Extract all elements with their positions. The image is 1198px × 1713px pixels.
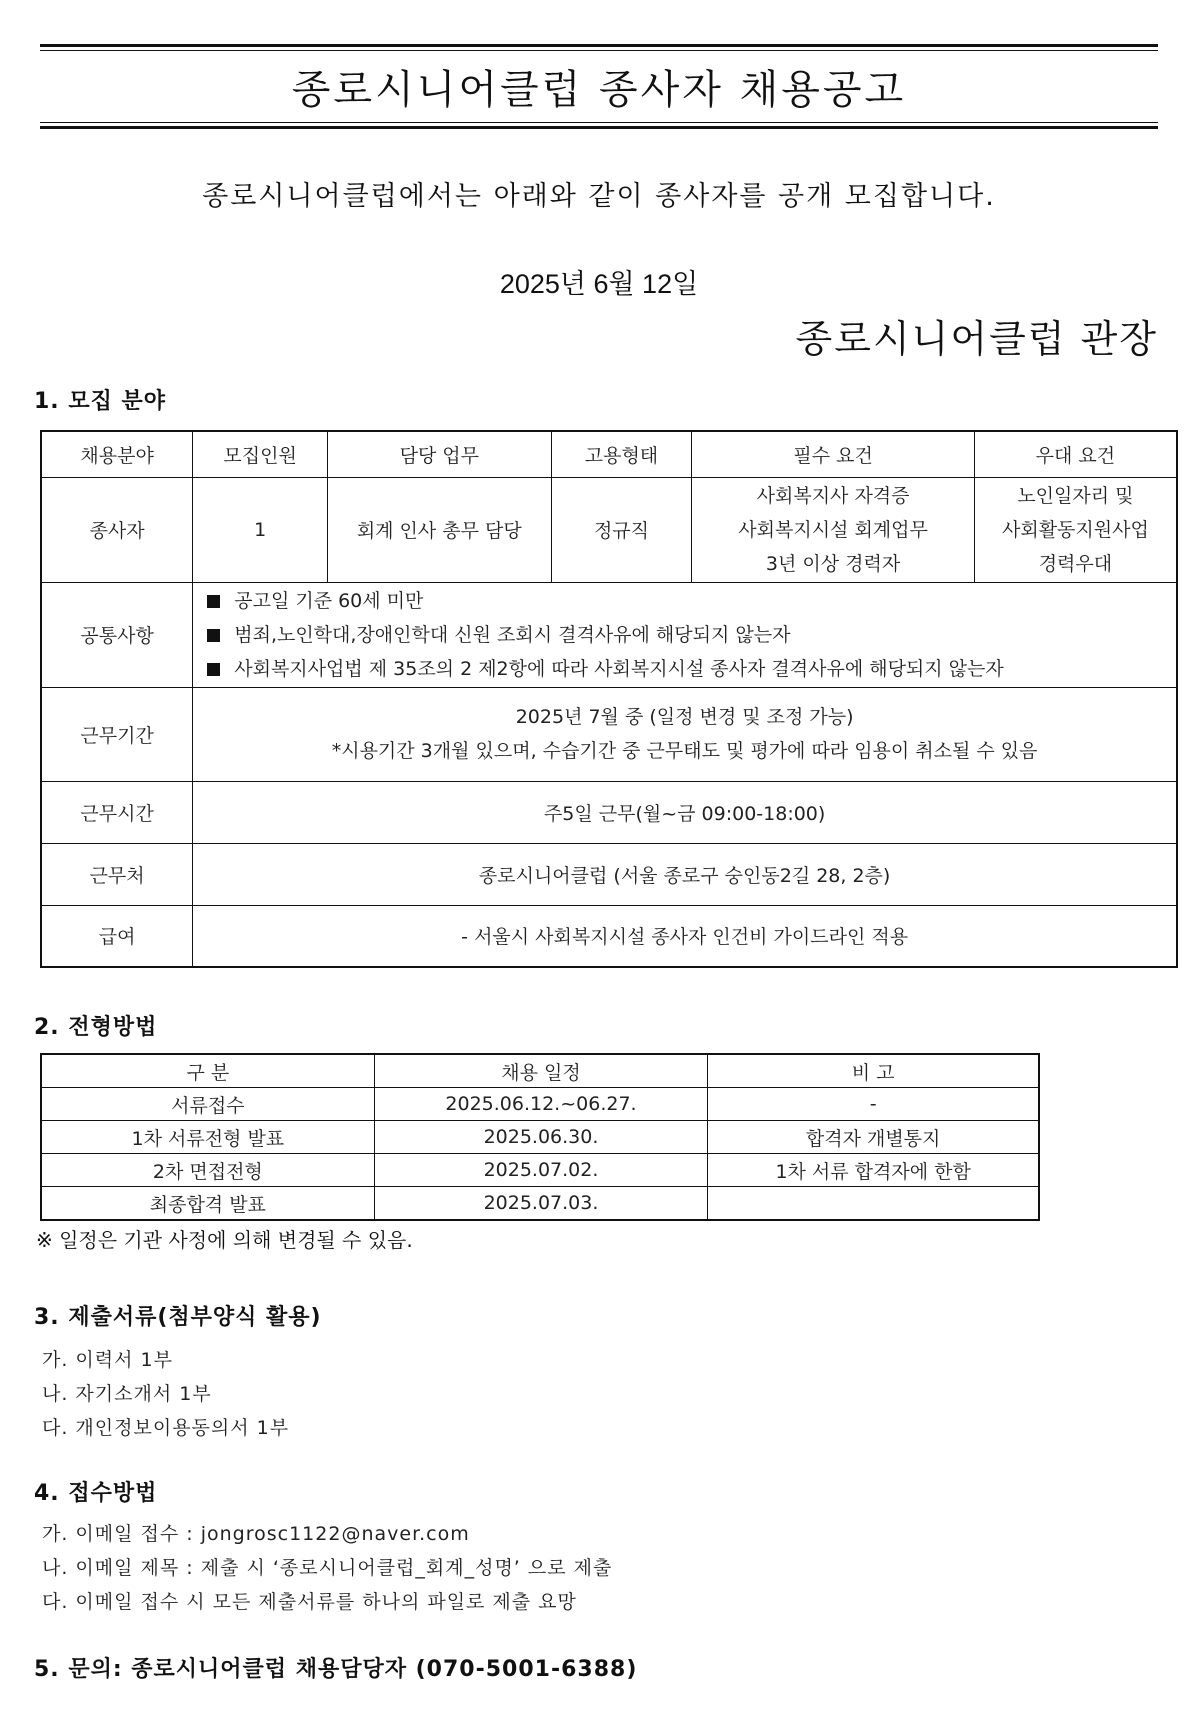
header-cell: 필수 요건 [692,431,974,477]
period-label: 근무기간 [41,687,193,781]
required-line: 3년 이상 경력자 [765,552,901,575]
period-line: 2025년 7월 중 (일정 변경 및 조정 가능) [515,706,854,728]
common-label: 공통사항 [41,582,193,687]
table-row [41,1154,1039,1187]
place-label: 근무처 [41,843,193,905]
pay-label: 급여 [41,905,193,967]
schedule-note: 1차 서류 합격자에 한함 [708,1154,1039,1187]
hours-label: 근무시간 [41,781,193,843]
title-bottom-rule-thick [40,126,1158,129]
schedule-note-text: ※ 일정은 기관 사정에 의해 변경될 수 있음. [36,1228,413,1252]
page-title: 종로시니어클럽 종사자 채용공고 [291,67,907,113]
field-cell: 종사자 [41,477,193,582]
schedule-note: 합격자 개별통지 [708,1121,1039,1154]
schedule-stage: 2차 면접전형 [41,1154,374,1187]
table-row [41,582,1177,687]
organization-signature: 종로시니어클럽 관장 [795,317,1158,361]
document-item: 다. 개인정보이용동의서 1부 [42,1417,290,1439]
schedule-date: 2025.07.02. [374,1154,708,1187]
table-row [41,781,1177,843]
header-cell: 채용 일정 [374,1054,708,1088]
required-cell [692,477,974,582]
header-cell: 비 고 [708,1054,1039,1088]
schedule-note: - [708,1088,1039,1121]
schedule-date: 2025.07.03. [374,1187,708,1221]
schedule-date: 2025.06.12.~06.27. [374,1088,708,1121]
section2-heading: 2. 전형방법 [34,1015,158,1040]
count-cell: 1 [193,477,328,582]
header-cell: 구 분 [41,1054,374,1088]
section1-heading: 1. 모집 분야 [34,389,166,414]
common-item: 공고일 기준 60세 미만 [207,584,1176,618]
recruitment-table [40,430,1178,968]
common-item: 사회복지사업법 제 35조의 2 제2항에 따라 사회복지시설 종사자 결격사유에 해당되지 않는자 [207,652,1176,686]
schedule-note [708,1187,1039,1221]
type-cell: 정규직 [551,477,692,582]
preferred-line: 경력우대 [1038,552,1113,575]
table-header-row [41,1054,1039,1088]
pay-cell: - 서울시 사회복지시설 종사자 인건비 가이드라인 적용 [193,905,1177,967]
application-item: 가. 이메일 접수 : jongrosc1122@naver.com [42,1523,470,1545]
square-bullet-icon [207,629,220,642]
duty-cell: 회계 인사 총무 담당 [328,477,552,582]
schedule-stage: 최종합격 발표 [41,1187,374,1221]
document-item: 가. 이력서 1부 [42,1349,173,1371]
preferred-line: 노인일자리 및 [1017,484,1134,507]
square-bullet-icon [207,663,220,676]
required-line: 사회복지시설 회계업무 [738,518,928,541]
table-header-row [41,431,1177,477]
square-bullet-icon [207,595,220,608]
application-item: 다. 이메일 접수 시 모든 제출서류를 하나의 파일로 제출 요망 [42,1591,577,1613]
hours-cell: 주5일 근무(월~금 09:00-18:00) [193,781,1177,843]
period-line: *시용기간 3개월 있으며, 수습기간 중 근무태도 및 평가에 따라 임용이 취소될 수 있음 [331,740,1038,762]
schedule-stage: 1차 서류전형 발표 [41,1121,374,1154]
table-row [41,1187,1039,1221]
common-cell [193,582,1177,687]
required-line: 사회복지사 자격증 [756,484,910,507]
section3-heading: 3. 제출서류(첨부양식 활용) [34,1305,322,1330]
header-cell: 채용분야 [41,431,193,477]
application-item: 나. 이메일 제목 : 제출 시 ‘종로시니어클럽_회계_성명’ 으로 제출 [42,1557,613,1579]
header-cell: 담당 업무 [328,431,552,477]
header-cell: 모집인원 [193,431,328,477]
table-row [41,687,1177,781]
place-cell: 종로시니어클럽 (서울 종로구 숭인동2길 28, 2층) [193,843,1177,905]
schedule-stage: 서류접수 [41,1088,374,1121]
preferred-line: 사회활동지원사업 [1001,518,1149,541]
title-top-rule-thin [40,50,1158,51]
title-bottom-rule-thin [40,122,1158,123]
header-cell: 우대 요건 [974,431,1177,477]
table-row [41,1088,1039,1121]
common-item: 범죄,노인학대,장애인학대 신원 조회시 결격사유에 해당되지 않는자 [207,618,1176,652]
section4-heading: 4. 접수방법 [34,1481,158,1506]
schedule-table [40,1053,1040,1221]
intro-text: 종로시니어클럽에서는 아래와 같이 종사자를 공개 모집합니다. [202,181,996,212]
table-row [41,905,1177,967]
document-item: 나. 자기소개서 1부 [42,1383,212,1405]
preferred-cell [974,477,1177,582]
title-top-rule-thick [40,44,1158,47]
schedule-date: 2025.06.30. [374,1121,708,1154]
section5-heading: 5. 문의: 종로시니어클럽 채용담당자 (070-5001-6388) [34,1657,638,1682]
table-row [41,1121,1039,1154]
table-row [41,477,1177,582]
header-cell: 고용형태 [551,431,692,477]
notice-date: 2025년 6월 12일 [499,269,699,299]
table-row [41,843,1177,905]
period-cell [193,687,1177,781]
